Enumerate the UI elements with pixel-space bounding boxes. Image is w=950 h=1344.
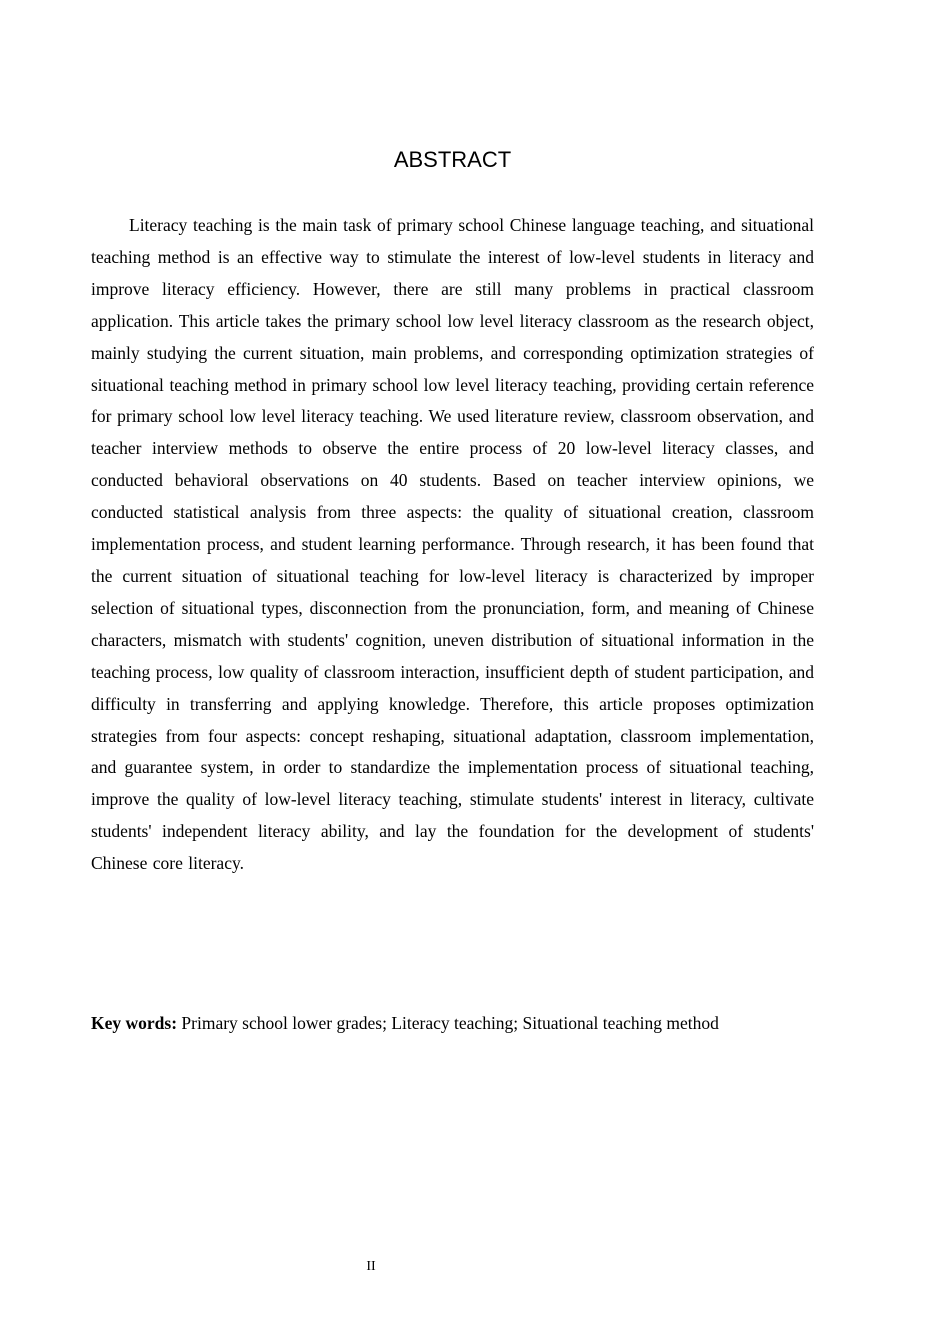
keywords-line (91, 1008, 814, 1040)
keywords-label: Key words: (91, 1013, 178, 1033)
keywords-text: Primary school lower grades; Literacy teaching; Situational teaching method (181, 1013, 719, 1033)
abstract-title: ABSTRACT (393, 147, 512, 172)
abstract-paragraph: Literacy teaching is the main task of primary school Chinese language teaching, and situational teaching method is an effective way to stimulate the interest of low-level students in literacy and improve literacy efficiency. However, there are still many problems in practical classroom application. This article takes the primary school low level literacy classroom as the research object, mainly studying the current situation, main problems, and corresponding optimization strategies of situational teaching method in primary school low level literacy teaching, providing certain reference for primary school low level literacy teaching. We used literature review, classroom observation, and teacher interview methods to observe the entire process of 20 low-level literacy classes, and conducted behavioral observations on 40 students. Based on teacher interview opinions, we conducted statistical analysis from three aspects: the quality of situational creation, classroom implementation process, and student learning performance. Through research, it has been found that the current situation of situational teaching for low-level literacy is characterized by improper selection of situational types, disconnection from the pronunciation, form, and meaning of Chinese characters, mismatch with students' cognition, uneven distribution of situational information in the teaching process, low quality of classroom interaction, insufficient depth of student participation, and difficulty in transferring and applying knowledge. Therefore, this article proposes optimization strategies from four aspects: concept reshaping, situational adaptation, classroom implementation, and guarantee system, in order to standardize the implementation process of situational teaching, improve the quality of low-level literacy teaching, stimulate students' interest in literacy, cultivate students' independent literacy ability, and lay the foundation for the development of students' Chinese core literacy. (91, 215, 814, 874)
page-number: II (366, 1259, 376, 1274)
